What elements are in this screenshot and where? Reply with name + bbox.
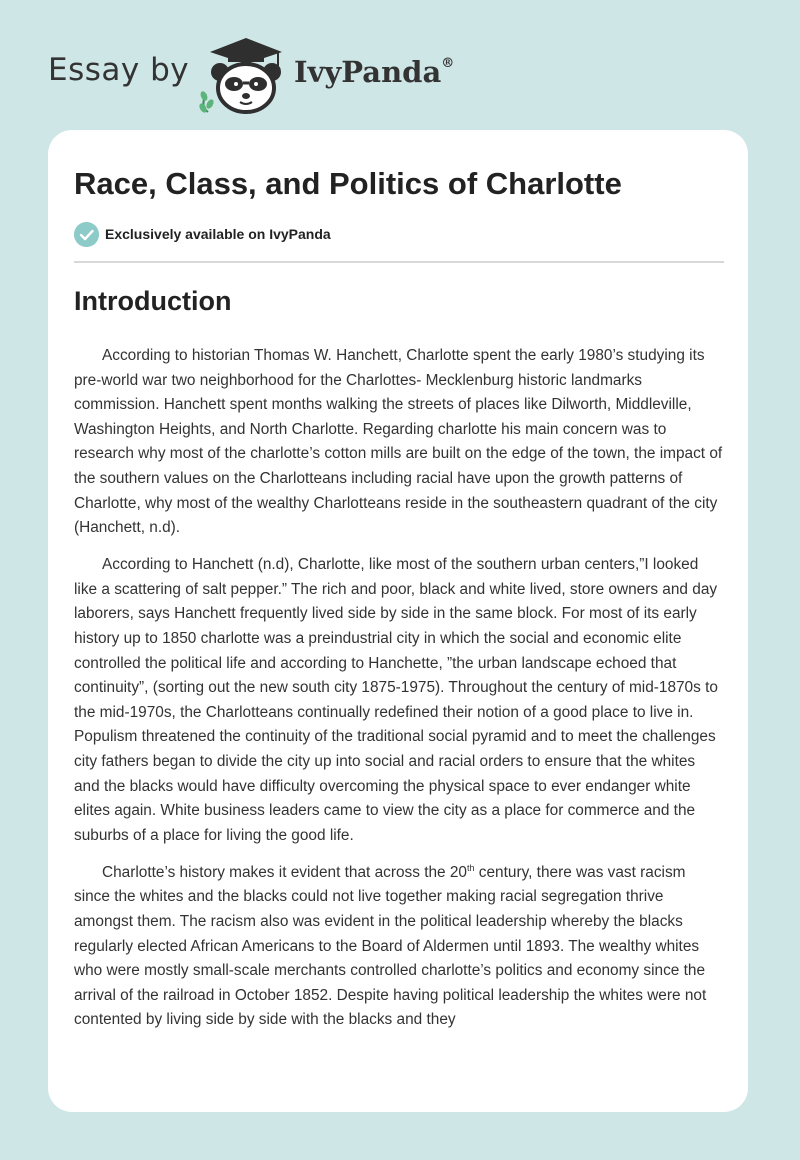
brand-name[interactable]: IvyPanda®: [294, 55, 455, 89]
paragraph: According to historian Thomas W. Hanchett, Charlotte spent the early 1980’s studying its pre-world war two neighborhood for the Charlottes- Mecklenburg historic landmarks commission. Hanchett spent months walking the streets of places like Dilworth, Middleville, Washington Heights, and North Charlotte. Regarding charlotte his main concern was to research why most of the charlotte’s cotton mills are built on the edge of the town, the impact of the southern values on the Charlotteans including racial have upon the growth patterns of Charlotte, why most of the wealthy Charlotteans reside in the southeastern quadrant of the city (Hanchett, n.d).: [74, 347, 723, 537]
panda-logo-icon[interactable]: [198, 34, 294, 114]
checkmark-icon: [74, 222, 99, 247]
section-heading: Introduction: [74, 286, 232, 316]
exclusive-badge: [74, 221, 331, 247]
divider: [74, 261, 724, 263]
essay-by-label: Essay by: [48, 52, 190, 88]
essay-card: [48, 130, 748, 1112]
page-title: Race, Class, and Politics of Charlotte: [74, 166, 622, 201]
paragraph: According to Hanchett (n.d), Charlotte, like most of the southern urban centers,”I looked like a scattering of salt pepper.” The rich and poor, black and white lived, store owners and day laborers, says Hanchett frequently lived side by side in the same block. For most of its early history up to 1850 charlotte was a preindustrial city in which the social and economic elite controlled the political life and according to Hanchette, ”the urban landscape echoed that continuity”, (sorting out the new south city 1875-1975). Throughout the century of mid-1870s to the mid-1970s, the Charlotteans continually redefined their notion of a good place to live in. Populism threatened the continuity of the traditional social pyramid and to meet the challenges city fathers began to divide the city up into social and racial orders to ensure that the whites and the blacks would have difficulty overcoming the physical space to ever endanger white elites again. White business leaders came to view the city as a place for commerce and the suburbs of a place for living the good life.: [74, 556, 718, 844]
paragraph: Charlotte’s history makes it evident that across the 20th century, there was vast racism since the whites and the blacks could not live together making racial segregation thrive amongst them. The racism also was evident in the political leadership whereby the blacks regularly elected African Americans to the Board of Aldermen until 1893. The wealthy whites who were mostly small-scale merchants controlled charlotte’s politics and economy since the arrival of the railroad in October 1852. Despite having political leadership the whites were not contented by living side by side with the blacks and they: [74, 862, 707, 1029]
registered-mark: ®: [441, 56, 455, 72]
article-body: [74, 344, 724, 1046]
site-header: [48, 30, 548, 110]
exclusive-label: Exclusively available on IvyPanda: [105, 226, 331, 242]
